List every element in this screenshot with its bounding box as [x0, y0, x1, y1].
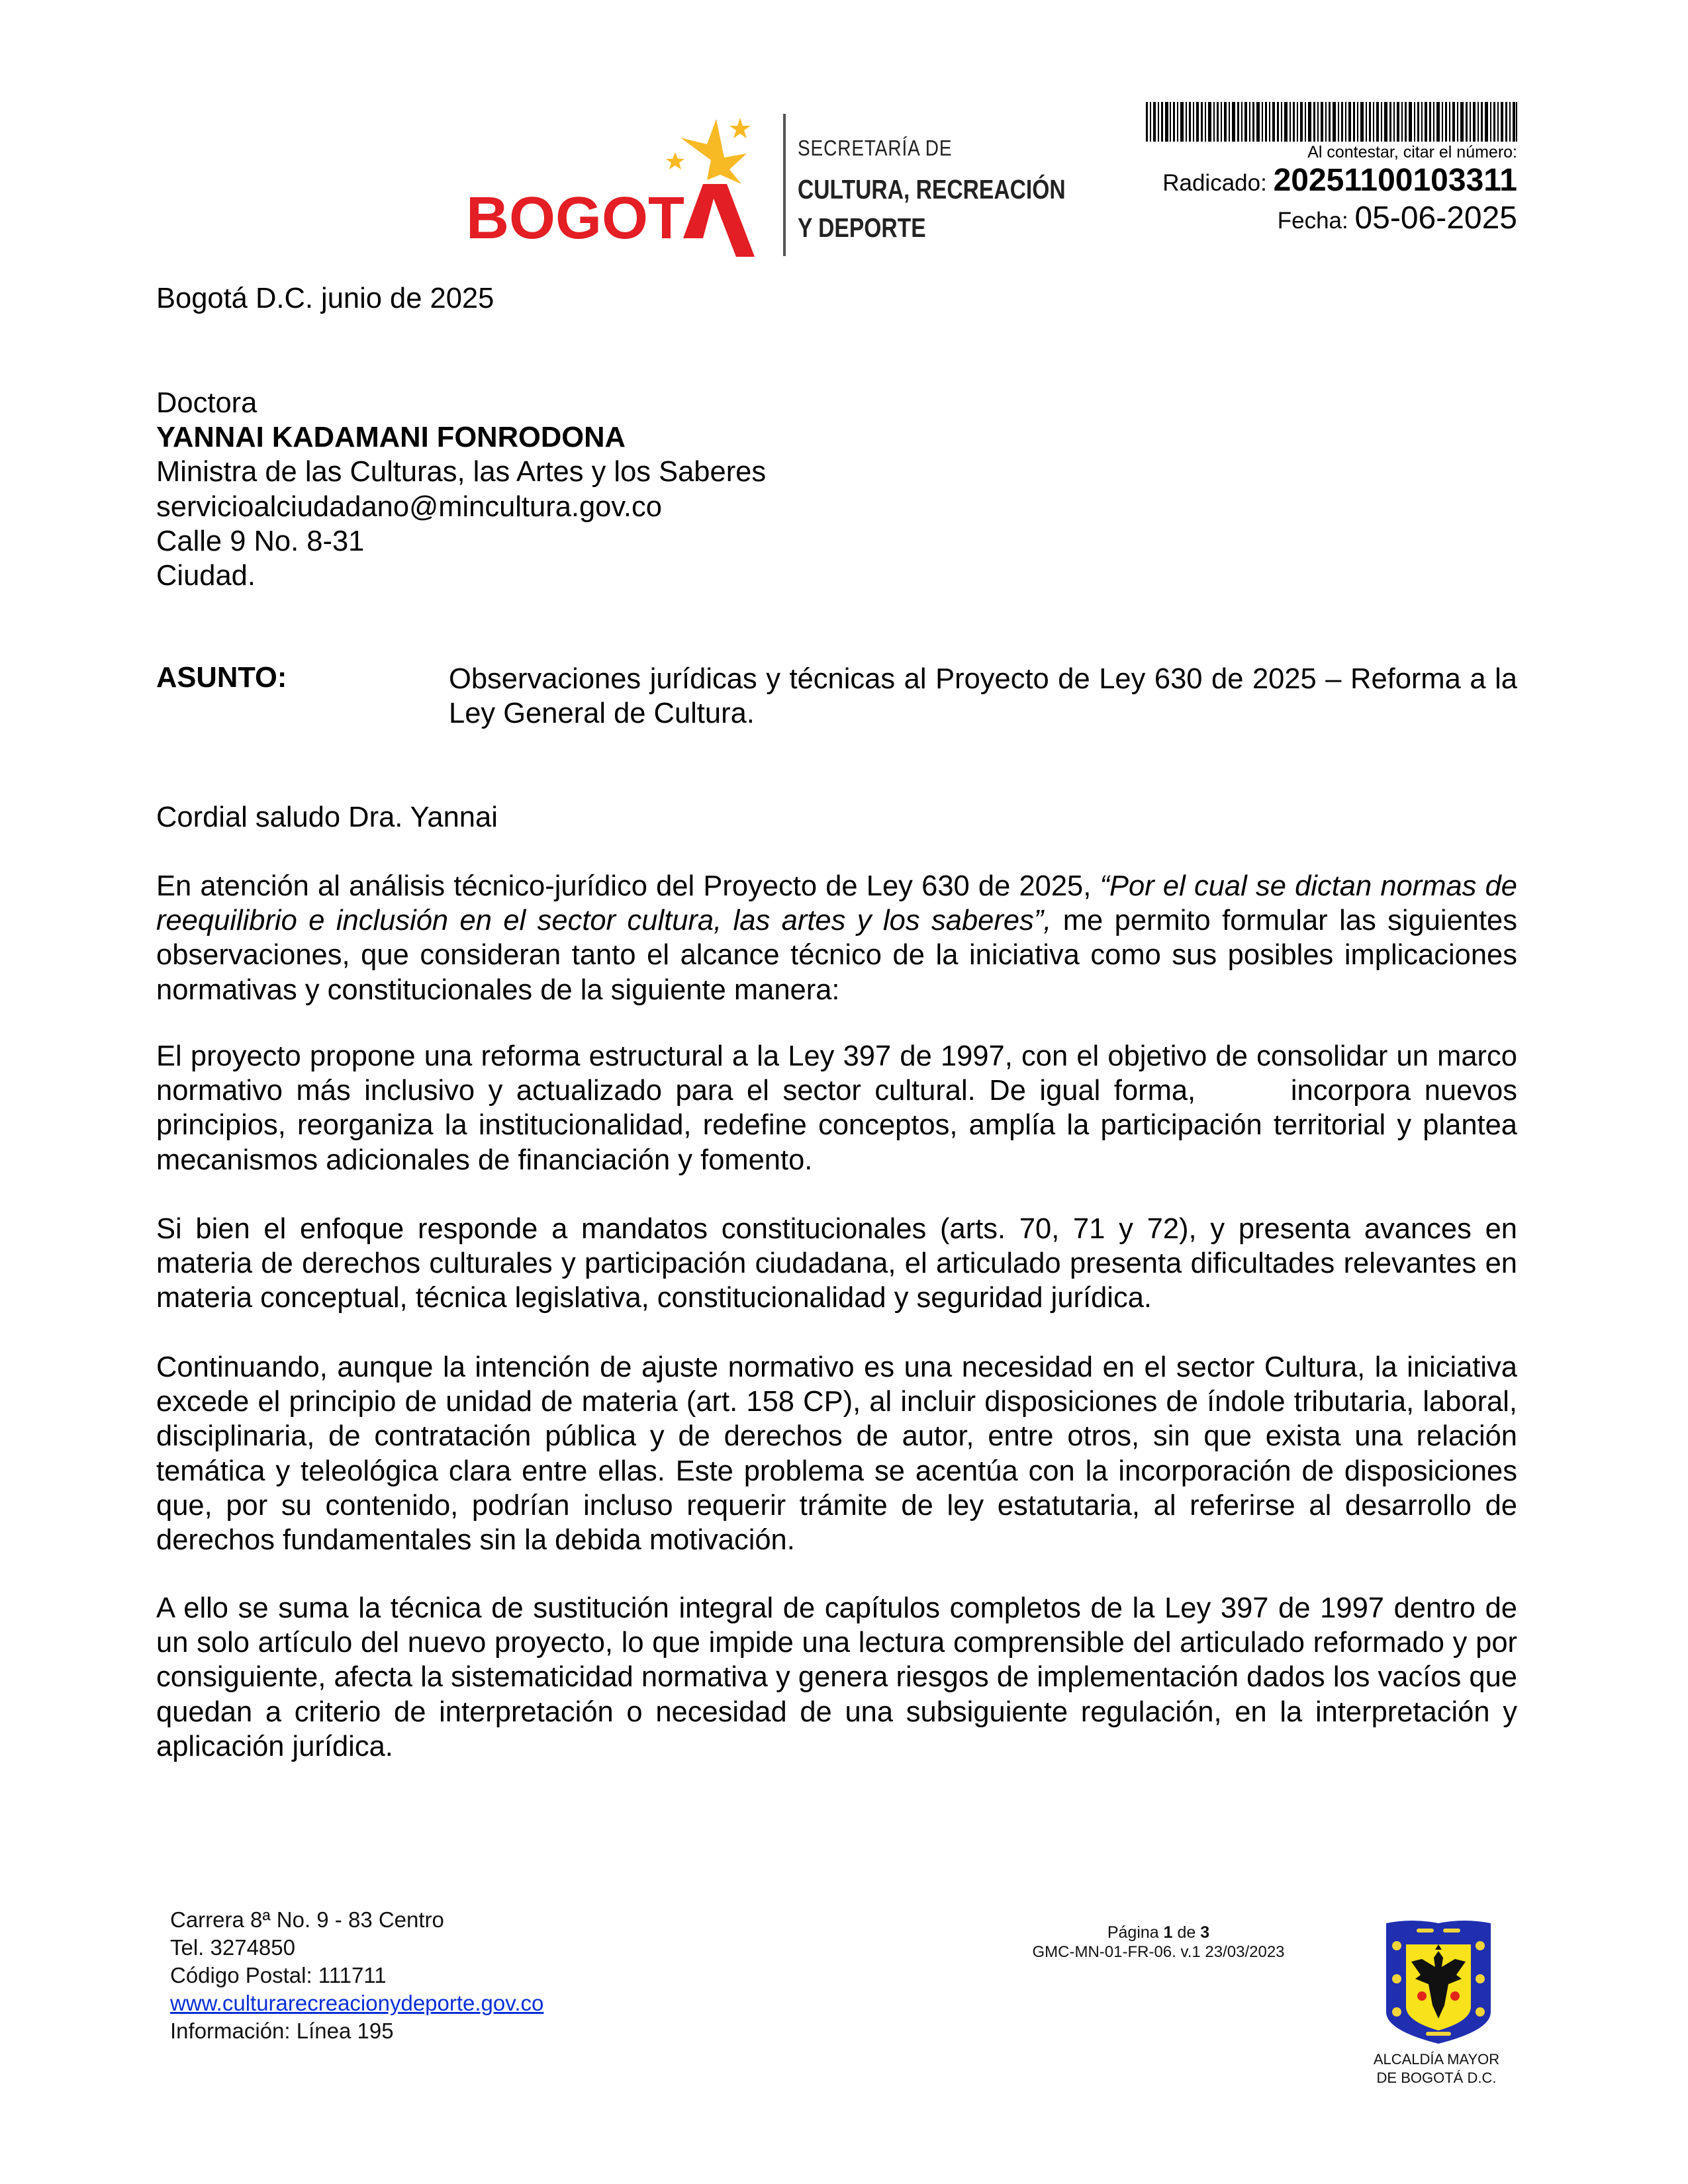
- bogota-coat-of-arms-icon: [1383, 1919, 1493, 2045]
- small-star-left-icon: [666, 152, 684, 169]
- logo-a-wedge-icon: [683, 184, 755, 257]
- crest-caption: [1350, 2050, 1523, 2087]
- paragraph-5: A ello se suma la técnica de sustitución integral de capítulos completos de la Ley 397 de 1997 dentro de un solo artículo del nuevo proyecto, lo que impide una lectura comprensible del articulado reformado y por consiguiente, afecta la sistematicidad normativa y genera riesgos de implementación dados los vacíos que quedan a criterio de interpretación o necesidad de una subsiguiente regulación, en la interpretación y aplicación jurídica.: [156, 1592, 1517, 1762]
- footer-postal-code: Código Postal: 111711: [170, 1963, 387, 1987]
- subject-label: ASUNTO:: [156, 662, 287, 694]
- greeting: Cordial saludo Dra. Yannai: [156, 801, 498, 833]
- small-star-right-icon: [729, 118, 751, 138]
- crest-caption-line-1: ALCALDÍA MAYOR: [1373, 2051, 1500, 2068]
- footer-phone: Tel. 3274850: [170, 1935, 295, 1960]
- recipient-email: servicioalciudadano@mincultura.gov.co: [156, 490, 662, 523]
- recipient-position: Ministra de las Culturas, las Artes y los Saberes: [156, 456, 767, 488]
- paragraph-1-end: me permito formular las siguientes observaciones, que consideran tanto el alcance técnico de la iniciativa como sus posibles implicaciones normativas y constitucionales de la siguiente manera:: [156, 905, 1517, 1006]
- subject-text: Observaciones jurídicas y técnicas al Proyecto de Ley 630 de 2025 – Reforma a la Ley General de Cultura.: [449, 663, 1517, 730]
- recipient-address: Calle 9 No. 8-31: [156, 525, 365, 557]
- bogota-logo: [457, 106, 774, 265]
- footer-address: Carrera 8ª No. 9 - 83 Centro: [170, 1907, 444, 1932]
- footer-info-line: Información: Línea 195: [170, 2019, 394, 2043]
- recipient-title: Doctora: [156, 387, 258, 419]
- svg-text:BOGOT: BOGOT: [466, 185, 685, 251]
- entity-line-3: Y DEPORTE: [798, 212, 926, 243]
- page-total: 3: [1200, 1923, 1210, 1942]
- paragraph-2: El proyecto propone una reforma estructural a la Ley 397 de 1997, con el objetivo de consolidar un marco normativo más inclusivo y actualizado para el sector cultural. De igual forma, incorpora nuevos principios, reorganiza la institucionalidad, redefine conceptos, amplía la participación territorial y plantea mecanismos adicionales de financiación y fomento.: [156, 1040, 1526, 1176]
- paragraph-1: [156, 869, 1517, 1007]
- bill-title-quote: “Por el cual se dictan normas de reequilibrio e inclusión en el sector cultura, las artes y los saberes”,: [156, 870, 1517, 937]
- entity-line-1: SECRETARÍA DE: [798, 136, 953, 160]
- fecha-value: 05-06-2025: [1354, 201, 1517, 236]
- radicado-note: Al contestar, citar el número:: [1307, 143, 1517, 161]
- entity-name: [798, 136, 1125, 251]
- page-current: 1: [1163, 1923, 1173, 1942]
- recipient-block: [156, 386, 1517, 593]
- page-separator: de: [1172, 1923, 1201, 1942]
- radicado-label: Radicado:: [1162, 170, 1267, 196]
- paragraph-4: Continuando, aunque la intención de ajuste normativo es una necesidad en el sector Cultura, la iniciativa excede el principio de unidad de materia (art. 158 CP), al incluir disposiciones de índole tributaria, laboral, disciplinaria, de contratación pública y de derechos de autor, entre otros, sin que exista una relación temática y teleológica clara entre ellas. Este problema se acentúa con la incorporación de disposiciones que, por su contenido, podrían incluso requerir trámite de ley estatutaria, al referirse al desarrollo de derechos fundamentales sin la debida motivación.: [156, 1351, 1517, 1557]
- paragraph-3: Si bien el enfoque responde a mandatos constitucionales (arts. 70, 71 y 72), y presenta avances en materia de derechos culturales y participación ciudadana, el articulado presenta dificultades relevantes en materia conceptual, técnica legislativa, constitucionalidad y seguridad jurídica.: [156, 1213, 1517, 1314]
- fecha-label: Fecha:: [1277, 208, 1348, 234]
- page-info: [993, 1923, 1324, 1962]
- paragraph-1-start: En atención al análisis técnico-jurídico del Proyecto de Ley 630 de 2025,: [156, 870, 1100, 902]
- crest-caption-line-2: DE BOGOTÁ D.C.: [1376, 2070, 1497, 2086]
- form-code: GMC-MN-01-FR-06. v.1 23/03/2023: [1032, 1943, 1285, 1961]
- logo-divider: [783, 114, 786, 256]
- barcode-icon: [1146, 102, 1517, 142]
- radicado-block: [1162, 143, 1517, 237]
- footer-contact: [170, 1906, 543, 2045]
- footer-website-link[interactable]: www.culturarecreacionydeporte.gov.co: [170, 1991, 544, 2015]
- page-prefix: Página: [1107, 1923, 1164, 1942]
- page-number: [993, 1923, 1324, 1942]
- letter-date: Bogotá D.C. junio de 2025: [156, 283, 494, 314]
- recipient-city: Ciudad.: [156, 560, 256, 592]
- bogota-wordmark-icon: [457, 106, 774, 265]
- entity-line-2: CULTURA, RECREACIÓN: [798, 174, 1066, 205]
- radicado-number: 20251100103311: [1273, 163, 1517, 198]
- radicado-line: [1162, 161, 1517, 203]
- recipient-name: YANNAI KADAMANI FONRODONA: [156, 422, 626, 454]
- fecha-line: [1162, 203, 1517, 237]
